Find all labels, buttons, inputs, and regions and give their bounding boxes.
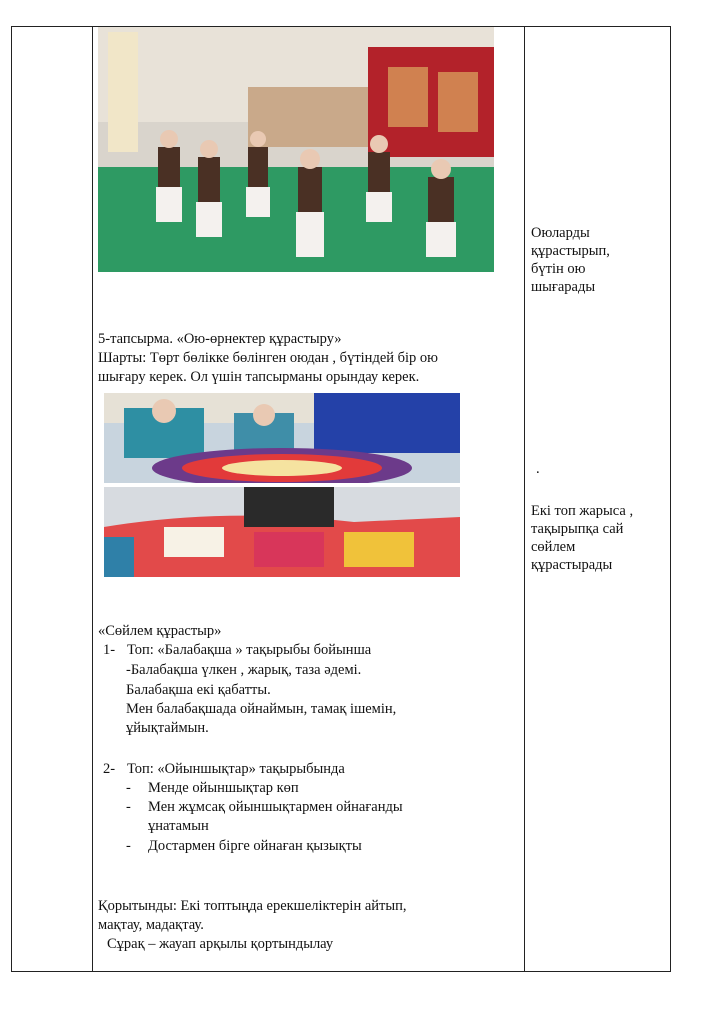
conclusion-line2: мақтау, мадақтау. [98, 917, 204, 933]
group2-bullet: - Достармен бірге ойнаған қызықты [126, 838, 362, 854]
group1-line: ұйықтаймын. [126, 720, 209, 736]
group1-number: 1- [103, 642, 116, 658]
group1-line: Мен балабақшада ойнаймын, тамақ ішемін, [126, 701, 397, 717]
conclusion-line3: Сұрақ – жауап арқылы қортындылау [107, 936, 334, 952]
group2-bullet: - Менде ойыншықтар көп [126, 780, 299, 796]
group2-number: 2- [103, 761, 116, 777]
group2-bullet: - Мен жұмсақ ойыншықтармен ойнағанды [126, 799, 403, 815]
conclusion-line1: Қорытынды: Екі топтыңда ерекшеліктерін айтып, [98, 898, 407, 914]
column-divider-right [524, 27, 525, 971]
group2-topic: Топ: «Ойыншықтар» тақырыбында [127, 761, 345, 777]
column-divider-left [92, 27, 93, 971]
right-dot: . [536, 461, 540, 477]
group1-topic: Топ: «Балабақша » тақырыбы бойынша [127, 642, 372, 658]
group1-heading [103, 641, 371, 660]
group1-line: -Балабақша үлкен , жарық, таза әдемі. [126, 662, 362, 678]
right-note-sentence: Екі топ жарыса , тақырыпқа сай сөйлем құрастырады [531, 503, 634, 573]
group2-heading [103, 760, 345, 779]
photo-children-dancing [98, 27, 494, 272]
task5-condition-line1: Шарты: Төрт бөлікке бөлінген оюдан , бүтіндей бір ою [98, 350, 438, 366]
right-note-ornament: Оюларды құрастырып, бүтін ою шығарады [531, 225, 610, 295]
task5-title: 5-тапсырма. «Ою-өрнектер құрастыру» [98, 331, 342, 347]
task5-condition-line2: шығару керек. Ол үшін тапсырманы орындау керек. [98, 369, 420, 385]
sentence-title: «Сөйлем құрастыр» [98, 623, 222, 639]
photo-ornament-assembly [104, 393, 460, 483]
group1-line: Балабақша екі қабатты. [126, 682, 271, 698]
photo-ornament-pieces [104, 487, 460, 577]
group2-bullet-continuation: ұнатамын [148, 818, 209, 834]
